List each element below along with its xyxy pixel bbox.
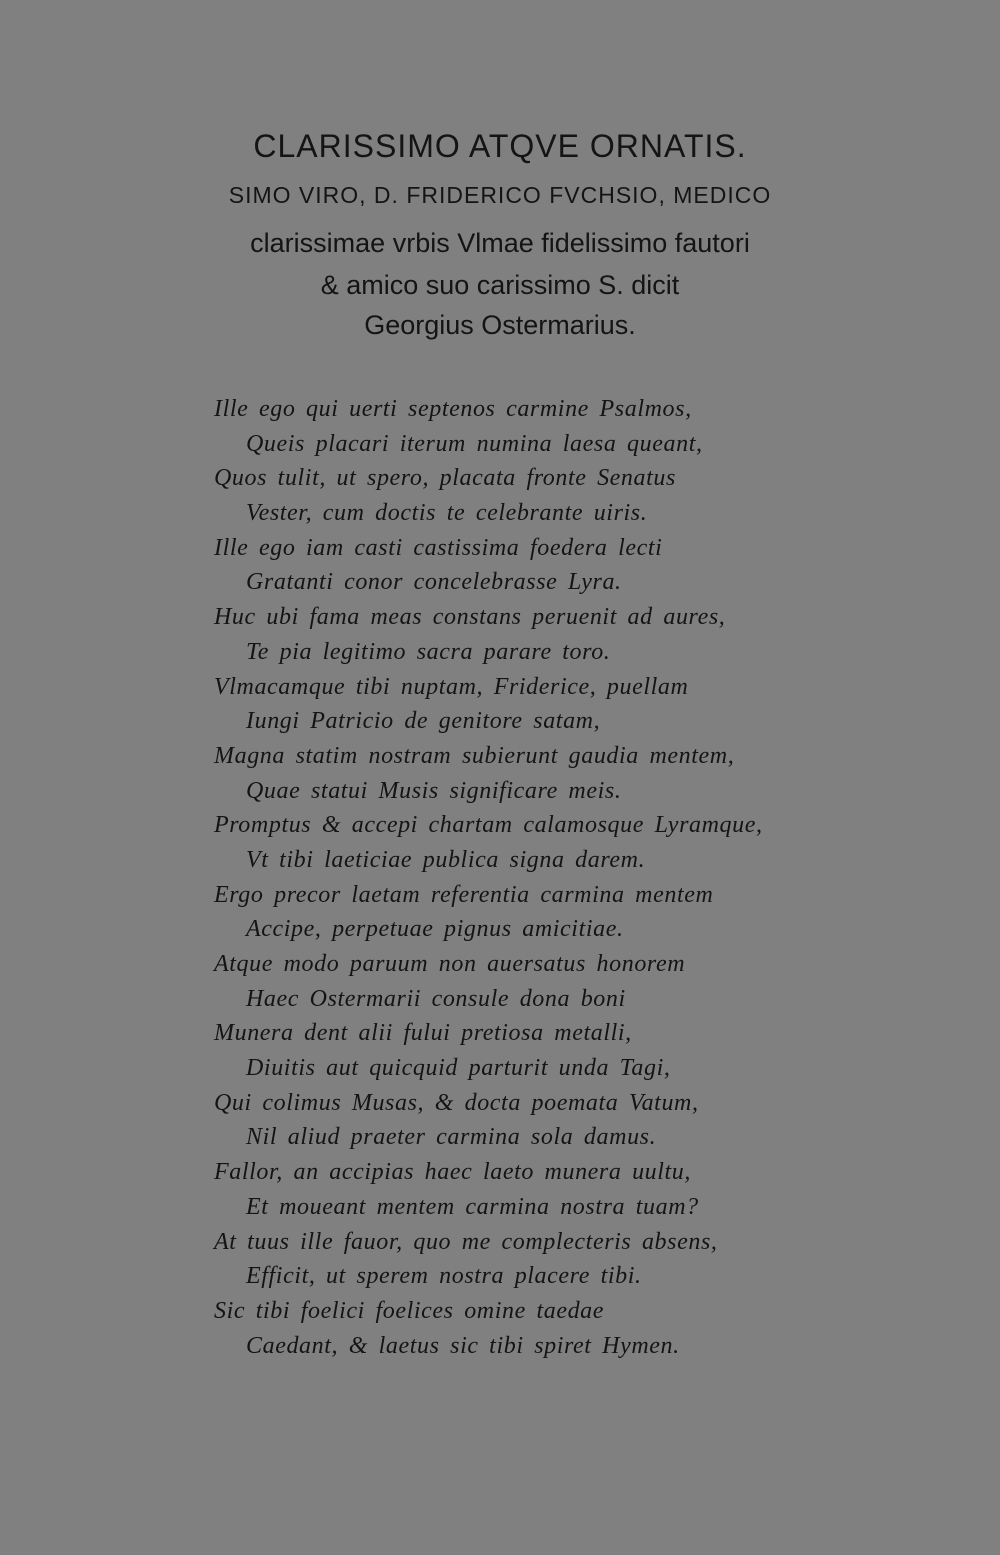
poem-line: Magna statim nostram subierunt gaudia mentem, [214,742,735,769]
dedication-line-3: clarissimae vrbis Vlmae fidelissimo fautori [250,228,750,258]
poem-line: Haec Ostermarii consule dona boni [246,985,626,1012]
poem-line: Vester, cum doctis te celebrante uiris. [246,500,648,527]
poem-line: Diuitis aut quicquid parturit unda Tagi, [246,1055,671,1082]
dedication-line-1: CLARISSIMO ATQVE ORNATIS. [253,128,747,164]
poem-line: Atque modo paruum non auersatus honorem [214,951,686,977]
poem-line: Quos tulit, ut spero, placata fronte Senatus [214,465,676,492]
dedication-line-5: Georgius Ostermarius. [364,310,636,340]
poem-line: Sic tibi foelici foelices omine taedae [214,1297,605,1324]
dedication-line-2: SIMO VIRO, D. FRIDERICO FVCHSIO, MEDICO [228,182,772,208]
poem-line: Vt tibi laeticiae publica signa darem. [246,846,646,873]
poem-line: Accipe, perpetuae pignus amicitiae. [246,916,624,943]
poem-line: Quae statui Musis significare meis. [246,777,622,804]
poem-line: Et moueant mentem carmina nostra tuam? [246,1193,699,1220]
poem-line: Ille ego qui uerti septenos carmine Psalmos, [214,396,692,422]
poem-line: At tuus ille fauor, quo me complecteris absens, [214,1228,718,1255]
poem-line: Te pia legitimo sacra parare toro. [246,638,611,665]
poem [0,392,1000,1363]
poem-line: Promptus & accepi chartam calamosque Lyramque, [214,812,763,839]
poem-line: Nil aliud praeter carmina sola damus. [246,1124,657,1151]
poem-line: Vlmacamque tibi nuptam, Friderice, puellam [214,673,689,700]
dedication-line-4: & amico suo carissimo S. dicit [320,270,680,300]
poem-line: Gratanti conor concelebrasse Lyra. [246,569,622,596]
poem-line: Queis placari iterum numina laesa queant, [246,430,703,457]
poem-line: Iungi Patricio de genitore satam, [246,708,601,735]
poem-line: Fallor, an accipias haec laeto munera uultu, [214,1159,692,1186]
poem-line: Huc ubi fama meas constans peruenit ad aures, [214,604,726,631]
poem-line: Caedant, & laetus sic tibi spiret Hymen. [246,1332,680,1359]
poem-line: Qui colimus Musas, & docta poemata Vatum, [214,1089,699,1116]
poem-line: Efficit, ut sperem nostra placere tibi. [246,1263,642,1290]
poem-line: Ergo precor laetam referentia carmina mentem [214,881,714,908]
poem-line: Ille ego iam casti castissima foedera lecti [214,534,663,561]
poem-line: Munera dent alii fului pretiosa metalli, [214,1020,632,1047]
